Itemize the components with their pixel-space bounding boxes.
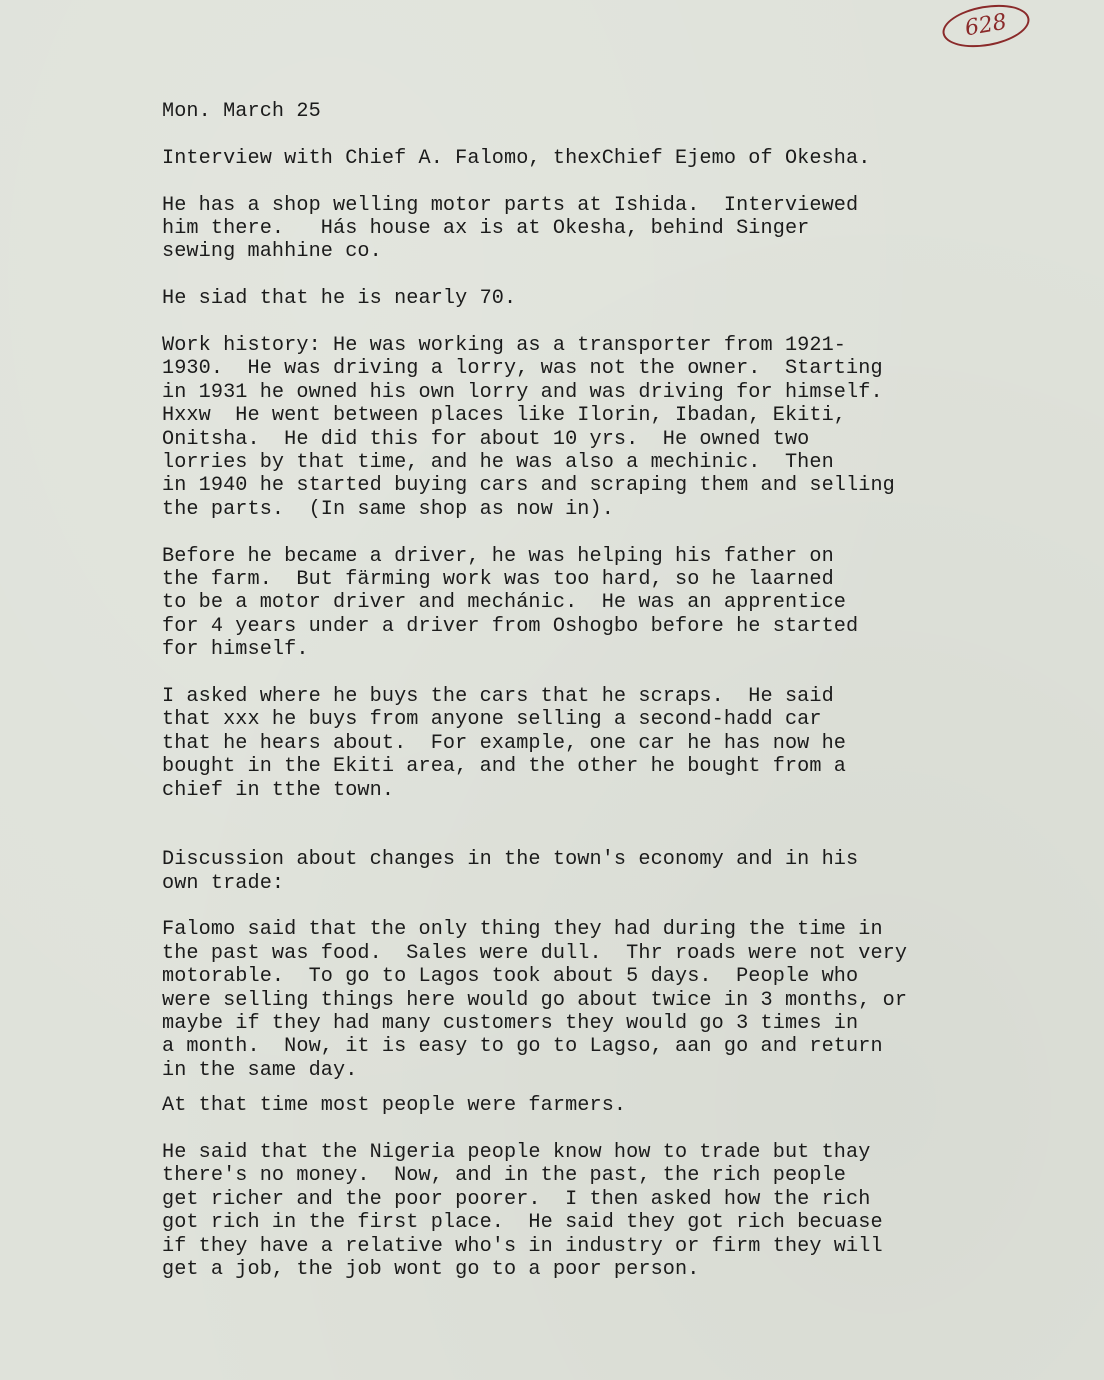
text-line: chief in tthe town.	[162, 778, 395, 802]
text-line: sewing mahhine co.	[162, 240, 382, 264]
text-line: in 1940 he started buying cars and scraping them and selling	[162, 474, 895, 498]
paragraph-rich	[162, 1141, 1062, 1281]
text-line: for 4 years under a driver from Oshogbo before he started	[162, 614, 859, 638]
paragraph-work-history	[162, 334, 1062, 521]
text-line: I asked where he buys the cars that he scraps. He said	[162, 685, 834, 709]
paragraph-cars	[162, 685, 1062, 802]
discussion-heading	[162, 848, 1062, 895]
text-line: get richer and the poor poorer. I then asked how the rich	[162, 1187, 871, 1211]
date-line: Mon. March 25	[162, 100, 321, 123]
text-line: there's no money. Now, and in the past, the rich people	[162, 1164, 847, 1188]
text-line: Discussion about changes in the town's economy and in his	[162, 848, 859, 872]
text-line: the past was food. Sales were dull. Thr roads were not very	[162, 941, 908, 965]
paragraph-before-driver	[162, 545, 1062, 662]
paragraph-age	[162, 287, 1062, 310]
text-line: Onitsha. He did this for about 10 yrs. He owned two	[162, 427, 810, 451]
text-line: to be a motor driver and mechánic. He was an apprentice	[162, 591, 847, 615]
text-line: that xxx he buys from anyone selling a second-hadd car	[162, 708, 822, 732]
text-line: if they have a relative who's in industry or firm they will	[162, 1234, 883, 1258]
typed-text	[162, 100, 1062, 1281]
text-line: the parts. (In same shop as now in).	[162, 497, 614, 521]
text-line: Work history: He was working as a transporter from 1921-	[162, 334, 847, 357]
paragraph-falomo	[162, 918, 1062, 1082]
interview-line: Interview with Chief A. Falomo, thexChief Ejemo of Okesha.	[162, 146, 871, 170]
page-number: 628	[963, 9, 1009, 42]
text-line: a month. Now, it is easy to go to Lagso, aan go and return	[162, 1035, 883, 1059]
text-line: Before he became a driver, he was helping his father on	[162, 544, 834, 568]
text-line: He has a shop welling motor parts at Ishida. Interviewed	[162, 193, 859, 217]
text-line: get a job, the job wont go to a poor person.	[162, 1257, 700, 1281]
text-line: bought in the Ekiti area, and the other he bought from a	[162, 755, 847, 779]
text-line: At that time most people were farmers.	[162, 1094, 627, 1118]
page-number-stamp	[939, 0, 1033, 53]
text-line: got rich in the first place. He said they got rich becuase	[162, 1211, 883, 1235]
text-line: lorries by that time, and he was also a mechinic. Then	[162, 451, 834, 475]
paragraph-shop	[162, 194, 1062, 264]
text-line: maybe if they had many customers they would go 3 times in	[162, 1011, 859, 1035]
text-line: He siad that he is nearly 70.	[162, 287, 517, 311]
text-line: were selling things here would go about twice in 3 months, or	[162, 988, 908, 1012]
text-line: in the same day.	[162, 1058, 358, 1082]
paragraph-farmers	[162, 1094, 1062, 1117]
text-line: 1930. He was driving a lorry, was not the owner. Starting	[162, 357, 883, 381]
text-line: He said that the Nigeria people know how to trade but thay	[162, 1140, 871, 1164]
text-line: Hxxw He went between places like Ilorin, Ibadan, Ekiti,	[162, 404, 847, 428]
text-line: the farm. But färming work was too hard, so he laarned	[162, 568, 834, 592]
text-line: own trade:	[162, 871, 285, 895]
text-line: that he hears about. For example, one car he has now he	[162, 731, 847, 755]
text-line: Falomo said that the only thing they had during the time in	[162, 918, 883, 942]
text-line: in 1931 he owned his own lorry and was driving for himself.	[162, 380, 883, 404]
text-line: for himself.	[162, 638, 309, 662]
text-line: motorable. To go to Lagos took about 5 days. People who	[162, 965, 859, 989]
text-line: him there. Hás house ax is at Okesha, behind Singer	[162, 217, 810, 240]
